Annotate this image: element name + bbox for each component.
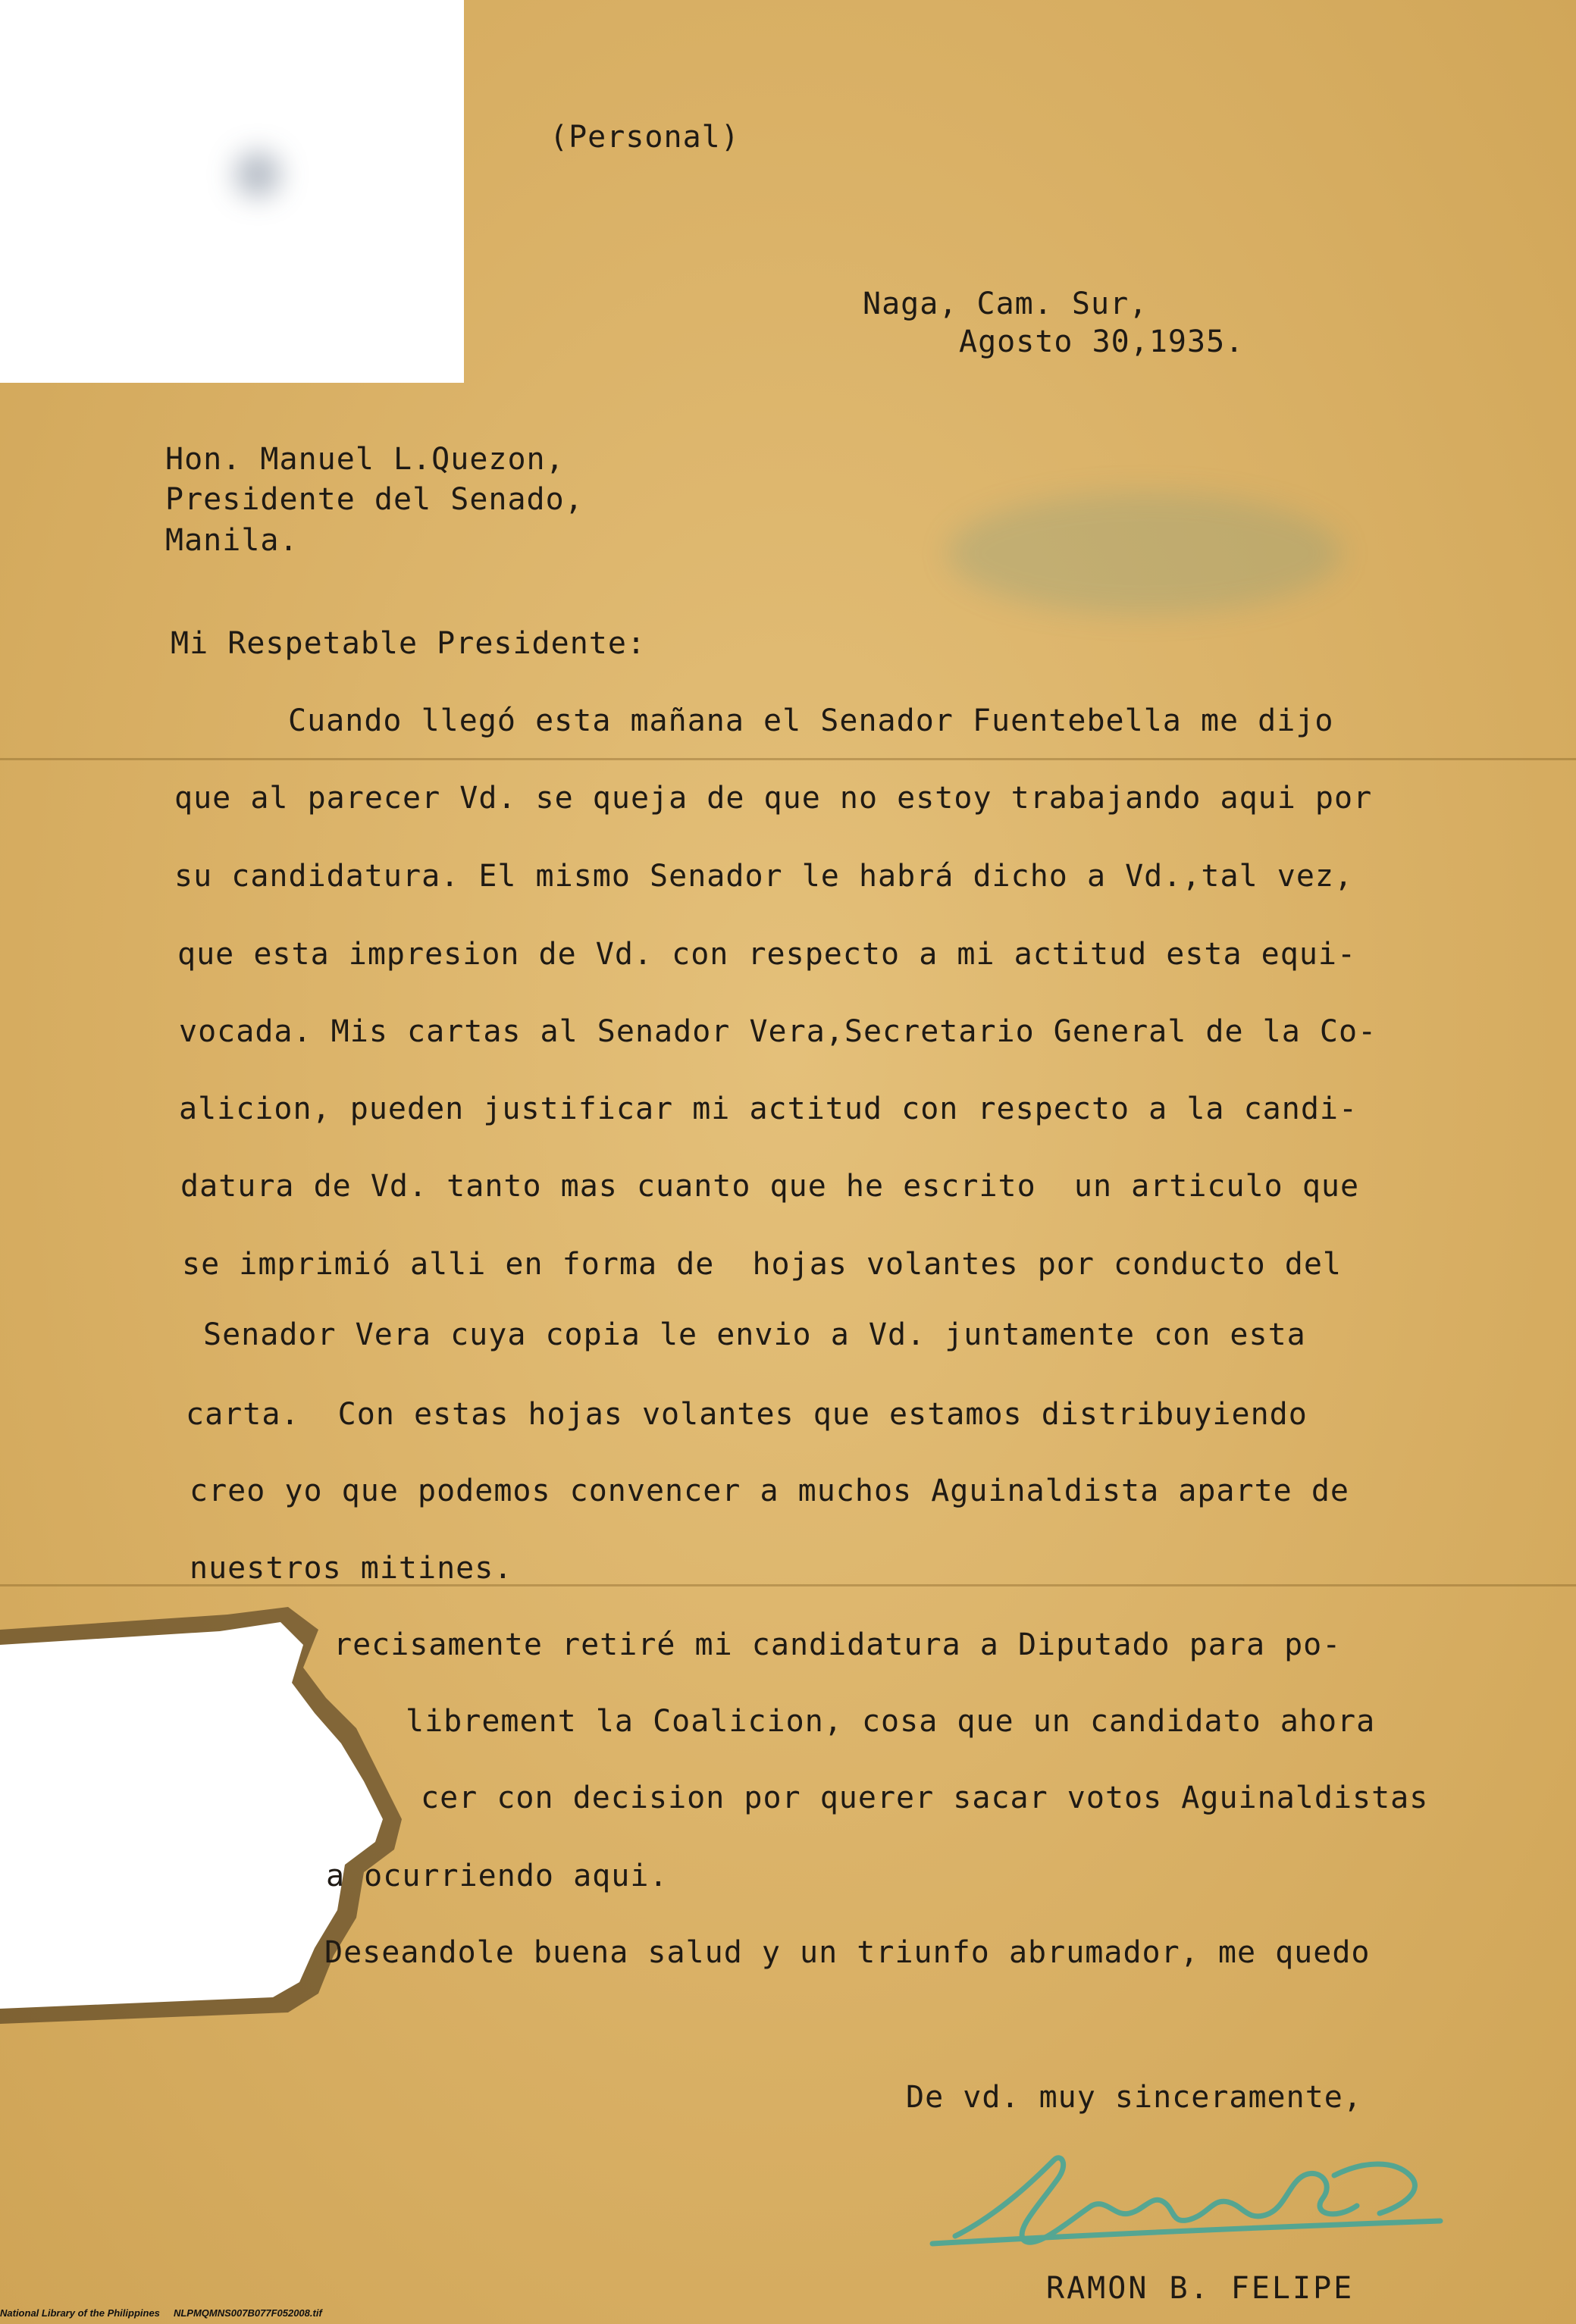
body-line: que esta impresion de Vd. con respecto a mi actitud esta equi- xyxy=(177,937,1357,972)
signature xyxy=(910,2130,1455,2266)
ink-stain xyxy=(948,493,1342,614)
ink-spot xyxy=(235,152,280,197)
date-line: Agosto 30,1935. xyxy=(959,324,1245,359)
body-line: alicion, pueden justificar mi actitud con respecto a la candi- xyxy=(179,1092,1358,1126)
personal-mark: (Personal) xyxy=(550,120,740,155)
addressee-line: Manila. xyxy=(165,523,299,558)
body-line: a ocurriendo aqui. xyxy=(326,1859,669,1893)
body-line: datura de Vd. tanto mas cuanto que he escrito un articulo que xyxy=(180,1169,1360,1204)
fold-line xyxy=(0,758,1576,760)
body-line: vocada. Mis cartas al Senador Vera,Secretario General de la Co- xyxy=(179,1014,1377,1049)
body-line: Cuando llegó esta mañana el Senador Fuentebella me dijo xyxy=(288,703,1334,738)
body-line: nuestros mitines. xyxy=(190,1551,513,1586)
body-line: creo yo que podemos convencer a muchos Aguinaldista aparte de xyxy=(190,1474,1350,1508)
body-line: cer con decision por querer sacar votos Aguinaldistas xyxy=(421,1781,1429,1815)
signatory-name: RAMON B. FELIPE xyxy=(1046,2271,1355,2306)
place-line: Naga, Cam. Sur, xyxy=(863,287,1148,321)
addressee-line: Hon. Manuel L.Quezon, xyxy=(165,442,565,477)
cut-corner xyxy=(0,0,464,383)
archive-credit: National Library of the Philippines NLPMQMNS007B077F052008.tif xyxy=(0,2307,322,2319)
body-line: Deseandole buena salud y un triunfo abrumador, me quedo xyxy=(324,1935,1371,1970)
addressee-line: Presidente del Senado, xyxy=(165,482,584,517)
body-line: que al parecer Vd. se queja de que no estoy trabajando aqui por xyxy=(174,781,1373,816)
salutation: Mi Respetable Presidente: xyxy=(171,626,647,661)
body-line: recisamente retiré mi candidatura a Diputado para po- xyxy=(334,1627,1342,1662)
closing: De vd. muy sinceramente, xyxy=(906,2080,1362,2115)
body-line: se imprimió alli en forma de hojas volantes por conducto del xyxy=(182,1247,1343,1282)
body-line: su candidatura. El mismo Senador le habrá dicho a Vd.,tal vez, xyxy=(174,859,1354,894)
body-line: carta. Con estas hojas volantes que estamos distribuyiendo xyxy=(186,1397,1308,1432)
body-line: Senador Vera cuya copia le envio a Vd. juntamente con esta xyxy=(203,1317,1306,1352)
body-line: librement la Coalicion, cosa que un candidato ahora xyxy=(406,1704,1376,1739)
